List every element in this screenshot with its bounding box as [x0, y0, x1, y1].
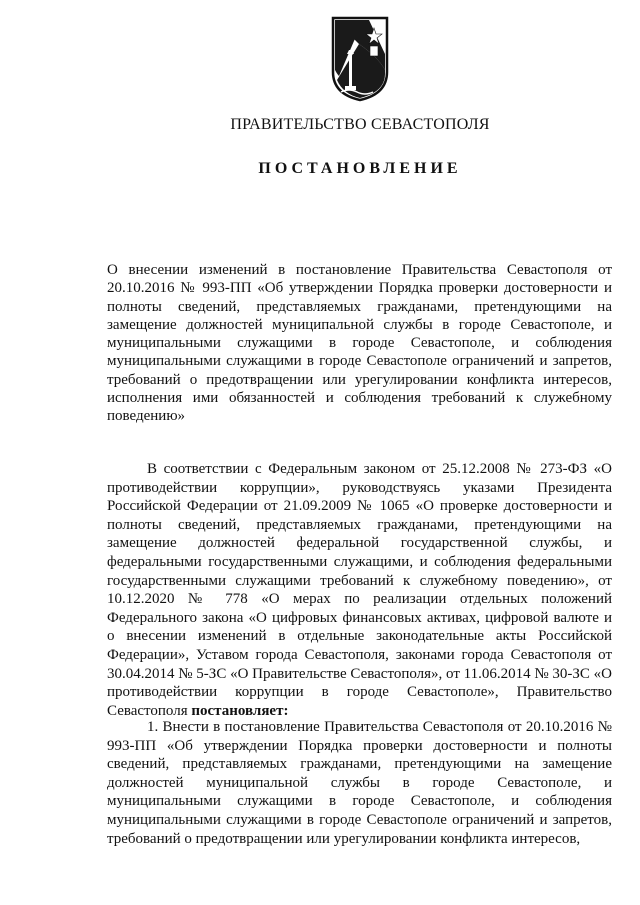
document-type-heading: ПОСТАНОВЛЕНИЕ [258, 160, 462, 177]
preamble-paragraph [107, 460, 612, 720]
resolution-subject: О внесении изменений в постановление Правительства Севастополя от 20.10.2016 № 993-ПП «Об утверждении Порядка проверки достоверности и полноты сведений, представляемых гражданами, претендующими на замещение должностей муниципальной службы в городе Севастополе, и муниципальными служащими в городе Севастополе, и соблюдения муниципальными служащими в городе Севастополе ограничений и запретов, требований о предотвращении или урегулировании конфликта интересов, исполнения ими обязанностей и соблюдения требований к служебному поведению» [107, 262, 612, 425]
organization-title: ПРАВИТЕЛЬСТВО СЕВАСТОПОЛЯ [230, 116, 490, 133]
sevastopol-coat-of-arms-icon [329, 14, 391, 102]
item-1-paragraph: 1. Внести в постановление Правительства Севастополя от 20.10.2016 № 993-ПП «Об утверждении Порядка проверки достоверности и полноты сведений, представляемых гражданами, претендующими на замещение должностей муниципальной службы в городе Севастополе, и муниципальными служащими в городе Севастополе, и соблюдения муниципальными служащими в городе Севастополе ограничений и запретов, требований о предотвращении или урегулировании конфликта интересов, [107, 719, 612, 847]
resolves-word: постановляет: [191, 702, 289, 719]
preamble-text: В соответствии с Федеральным законом от 25.12.2008 № 273-ФЗ «О противодействии коррупции», руководствуясь указами Президента Российской Федерации от 21.09.2009 № 1065 «О проверке достоверности и полноты сведений, представляемых гражданами, претендующими на замещение должностей федеральной государственной службы, и федеральными государственными служащими, и соблюдения федеральными государственными служащими требований к служебному поведению», от 10.12.2020 № 778 «О мерах по реализации отдельных положений Федерального закона «О цифровых финансовых активах, цифровой валюте и о внесении изменений в отдельные законодательные акты Российской Федерации», Уставом города Севастополя, законами города Севастополя от 30.04.2014 № 5-ЗС «О Правительстве Севастополя», от 11.06.2014 № 30-ЗС «О противодействии коррупции в городе Севастополе», Правительство Севастополя [107, 461, 612, 719]
